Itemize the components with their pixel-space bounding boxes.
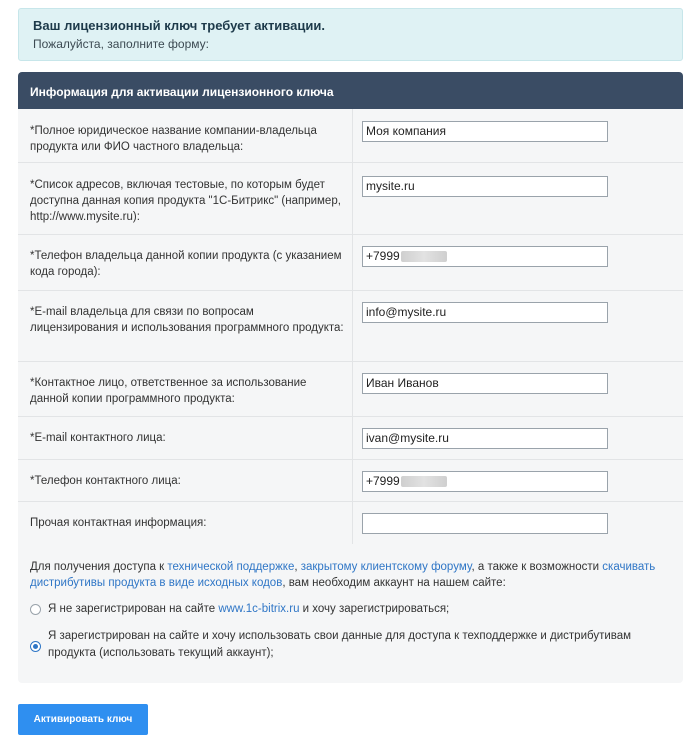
owner-email-input[interactable]: info@mysite.ru	[362, 302, 608, 323]
company-input[interactable]: Моя компания	[362, 121, 608, 142]
access-text-part: ,	[294, 561, 301, 573]
redacted-mask	[401, 476, 447, 487]
field-label-owner-email: *E-mail владельца для связи по вопросам лицензирования и использования программного продукта:	[30, 306, 344, 334]
owner-phone-input[interactable]	[362, 246, 608, 267]
field-label-contact-person: *Контактное лицо, ответственное за использование данной копии программного продукта:	[30, 377, 307, 405]
form-header: Информация для активации лицензионного ключа	[18, 72, 683, 109]
field-row-domains	[18, 163, 683, 235]
contact-phone-value: +7999	[366, 474, 400, 488]
download-sources-link[interactable]: скачивать дистрибутивы продукта в виде исходных кодов	[30, 561, 656, 589]
field-row-contact-email	[18, 417, 683, 460]
option-register-new-label	[48, 601, 670, 618]
client-forum-link[interactable]: закрытому клиентскому форуму	[300, 561, 472, 573]
account-info-text	[30, 559, 670, 591]
alert-subtitle: Пожалуйста, заполните форму:	[33, 37, 209, 51]
field-row-company	[18, 109, 683, 163]
field-label-contact-phone: *Телефон контактного лица:	[30, 475, 181, 487]
alert-title: Ваш лицензионный ключ требует активации.	[33, 18, 325, 33]
radio-register-new[interactable]	[30, 604, 41, 615]
field-label-company: *Полное юридическое название компании-владельца продукта или ФИО частного владельца:	[30, 125, 317, 153]
field-label-domains: *Список адресов, включая тестовые, по которым будет доступна данная копия продукта "1С-Битрикс" (например, http://www.mysite.ru):	[30, 179, 341, 223]
option-use-existing[interactable]	[30, 628, 670, 662]
field-row-owner-phone	[18, 235, 683, 291]
owner-phone-value: +7999	[366, 249, 400, 263]
field-row-contact-phone	[18, 460, 683, 502]
option-text: и хочу зарегистрироваться;	[299, 603, 450, 615]
support-link[interactable]: технической поддержке	[167, 561, 295, 573]
access-text-part: Для получения доступа к	[30, 561, 168, 573]
option-register-new[interactable]	[30, 601, 670, 618]
field-row-contact-person	[18, 362, 683, 417]
domains-input[interactable]: mysite.ru	[362, 176, 608, 197]
field-label-contact-email: *E-mail контактного лица:	[30, 432, 166, 444]
access-text-part: , а также к возможности	[471, 561, 603, 573]
access-text-part: , вам необходим аккаунт на нашем сайте:	[282, 577, 506, 589]
bitrix-site-link[interactable]: www.1c-bitrix.ru	[218, 603, 300, 615]
activation-form-panel	[18, 72, 683, 683]
option-use-existing-label: Я зарегистрирован на сайте и хочу использовать свои данные для доступа к техподдержке и дистрибутивам продукта (использовать текущий аккаунт);	[48, 630, 632, 659]
option-text: Я не зарегистрирован на сайте	[48, 603, 219, 615]
field-label-owner-phone: *Телефон владельца данной копии продукта (с указанием кода города):	[30, 250, 342, 278]
contact-phone-input[interactable]	[362, 471, 608, 492]
field-row-other-info	[18, 502, 683, 544]
activation-alert	[18, 8, 683, 61]
redacted-mask	[401, 251, 447, 262]
activate-key-button[interactable]: Активировать ключ	[18, 704, 148, 735]
radio-use-existing[interactable]	[30, 641, 41, 652]
field-row-owner-email	[18, 291, 683, 362]
contact-email-input[interactable]: ivan@mysite.ru	[362, 428, 608, 449]
contact-person-input[interactable]: Иван Иванов	[362, 373, 608, 394]
field-label-other-info: Прочая контактная информация:	[30, 517, 207, 529]
other-info-input[interactable]	[362, 513, 608, 534]
